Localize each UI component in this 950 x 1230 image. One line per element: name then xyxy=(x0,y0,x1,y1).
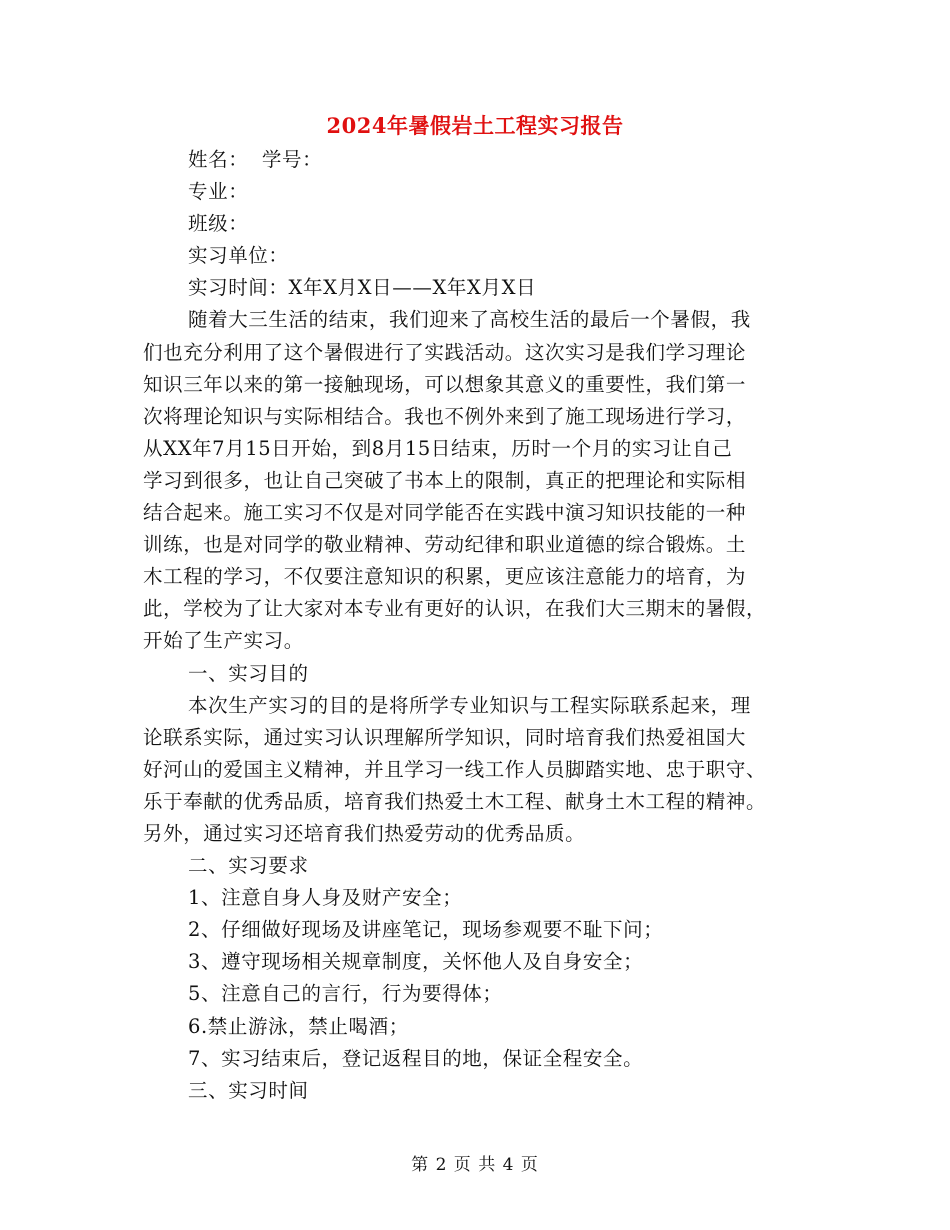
major-field: 专业： xyxy=(188,180,249,204)
requirements-list xyxy=(143,882,811,1075)
list-item: 1、注意自身人身及财产安全； xyxy=(188,886,463,910)
document-title: 2024年暑假岩土工程实习报告 xyxy=(326,113,624,138)
paragraph-line: 另外，通过实习还培育我们热爱劳动的优秀品质。 xyxy=(143,821,586,845)
paragraph-line: 好河山的爱国主义精神，并且学习一线工作人员脚踏实地、忠于职守、 xyxy=(143,757,767,781)
paragraph-line: 学习到很多，也让自己突破了书本上的限制，真正的把理论和实际相 xyxy=(143,468,747,492)
internship-period-field: 实习时间：X年X月X日——X年X月X日 xyxy=(188,276,537,300)
paragraph-line: 知识三年以来的第一接触现场，可以想象其意义的重要性，我们第一 xyxy=(143,372,747,396)
list-item: 6.禁止游泳，禁止喝酒； xyxy=(188,1014,409,1038)
intro-paragraph xyxy=(143,304,811,657)
section-heading-time: 三、实习时间 xyxy=(188,1078,309,1102)
paragraph-line: 们也充分利用了这个暑假进行了实践活动。这次实习是我们学习理论 xyxy=(143,340,747,364)
paragraph-line: 从XX年7月15日开始，到8月15日结束，历时一个月的实习让自己 xyxy=(143,436,733,460)
paragraph-line: 论联系实际，通过实习认识理解所学知识，同时培育我们热爱祖国大 xyxy=(143,725,747,749)
paragraph-line: 乐于奉献的优秀品质，培育我们热爱土木工程、献身土木工程的精神。 xyxy=(143,789,767,813)
page-footer: 第 2 页 共 4 页 xyxy=(411,1155,539,1175)
list-item: 7、实习结束后，登记返程目的地，保证全程安全。 xyxy=(188,1046,644,1070)
paragraph-line: 次将理论知识与实际相结合。我也不例外来到了施工现场进行学习， xyxy=(143,404,747,428)
list-item: 2、仔细做好现场及讲座笔记，现场参观要不耻下问； xyxy=(188,918,664,942)
paragraph-line: 训练，也是对同学的敬业精神、劳动纪律和职业道德的综合锻炼。土 xyxy=(143,533,747,557)
paragraph-line: 此，学校为了让大家对本专业有更好的认识，在我们大三期末的暑假， xyxy=(143,597,767,621)
paragraph-line: 随着大三生活的结束，我们迎来了高校生活的最后一个暑假，我 xyxy=(188,308,751,332)
class-field: 班级： xyxy=(188,212,249,236)
internship-unit-field: 实习单位： xyxy=(188,244,289,268)
paragraph-line: 结合起来。施工实习不仅是对同学能否在实践中演习知识技能的一种 xyxy=(143,501,747,525)
paragraph-line: 开始了生产实习。 xyxy=(143,629,304,653)
list-item: 3、遵守现场相关规章制度，关怀他人及自身安全； xyxy=(188,950,644,974)
section-heading-purpose: 一、实习目的 xyxy=(188,661,309,685)
paragraph-line: 本次生产实习的目的是将所学专业知识与工程实际联系起来，理 xyxy=(188,693,751,717)
paragraph-line: 木工程的学习，不仅要注意知识的积累，更应该注意能力的培育，为 xyxy=(143,565,747,589)
section-heading-requirements: 二、实习要求 xyxy=(188,854,309,878)
document-body xyxy=(143,144,811,1107)
purpose-paragraph xyxy=(143,690,811,850)
list-item: 5、注意自己的言行，行为要得体； xyxy=(188,982,503,1006)
name-student-id-field: 姓名： 学号： xyxy=(188,148,323,171)
